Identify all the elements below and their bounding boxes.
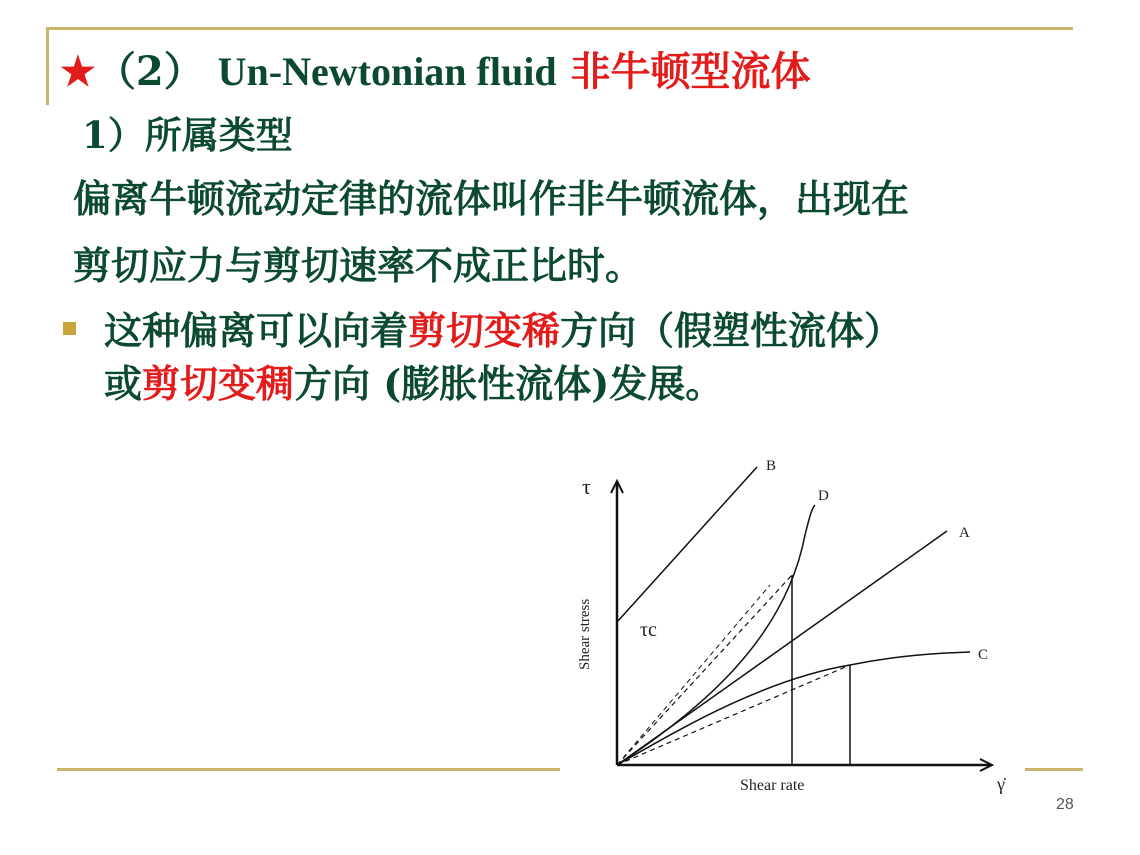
series-b-label: B: [766, 458, 777, 474]
shear-thickening-term: 剪切变稠: [142, 361, 295, 406]
star-icon: ★: [60, 48, 96, 95]
bullet-text: 方向 (膨胀性流体)发展。: [294, 361, 724, 406]
bullet-line-1: [104, 300, 902, 355]
left-rule: [46, 27, 49, 105]
bottom-rule-right: [1025, 768, 1083, 771]
chart-background: [560, 450, 1020, 800]
bullet-square-icon: [63, 322, 76, 335]
bottom-rule-left: [57, 768, 560, 771]
bullet-text: 或: [104, 361, 143, 406]
paragraph-line-1: 偏离牛顿流动定律的流体叫作非牛顿流体，出现在: [73, 176, 910, 221]
series-d-label: D: [818, 488, 829, 504]
top-rule: [48, 27, 1073, 30]
slide-title: [60, 40, 811, 97]
y-symbol: τ: [582, 474, 591, 499]
bullet-line-2: [104, 353, 723, 408]
yield-stress-label: τc: [640, 619, 657, 641]
series-a-label: A: [959, 525, 970, 541]
bullet-text: 这种偏离可以向着: [104, 308, 409, 353]
x-axis-title: Shear rate: [740, 777, 805, 794]
page-number: 28: [1056, 796, 1074, 813]
series-c-label: C: [978, 647, 989, 663]
y-axis-title: Shear stress: [577, 598, 593, 670]
subheading: 1）所属类型: [82, 113, 293, 157]
title-english: Un-Newtonian fluid: [217, 49, 557, 94]
x-symbol: γ̇: [997, 774, 1005, 794]
title-number: （2）: [95, 48, 204, 95]
bullet-text: 方向（假塑性流体）: [560, 308, 903, 353]
paragraph-line-2: 剪切应力与剪切速率不成正比时。: [73, 243, 644, 288]
title-chinese: 非牛顿型流体: [570, 48, 811, 95]
shear-thinning-term: 剪切变稀: [408, 308, 561, 353]
rheology-chart: [560, 450, 1020, 800]
